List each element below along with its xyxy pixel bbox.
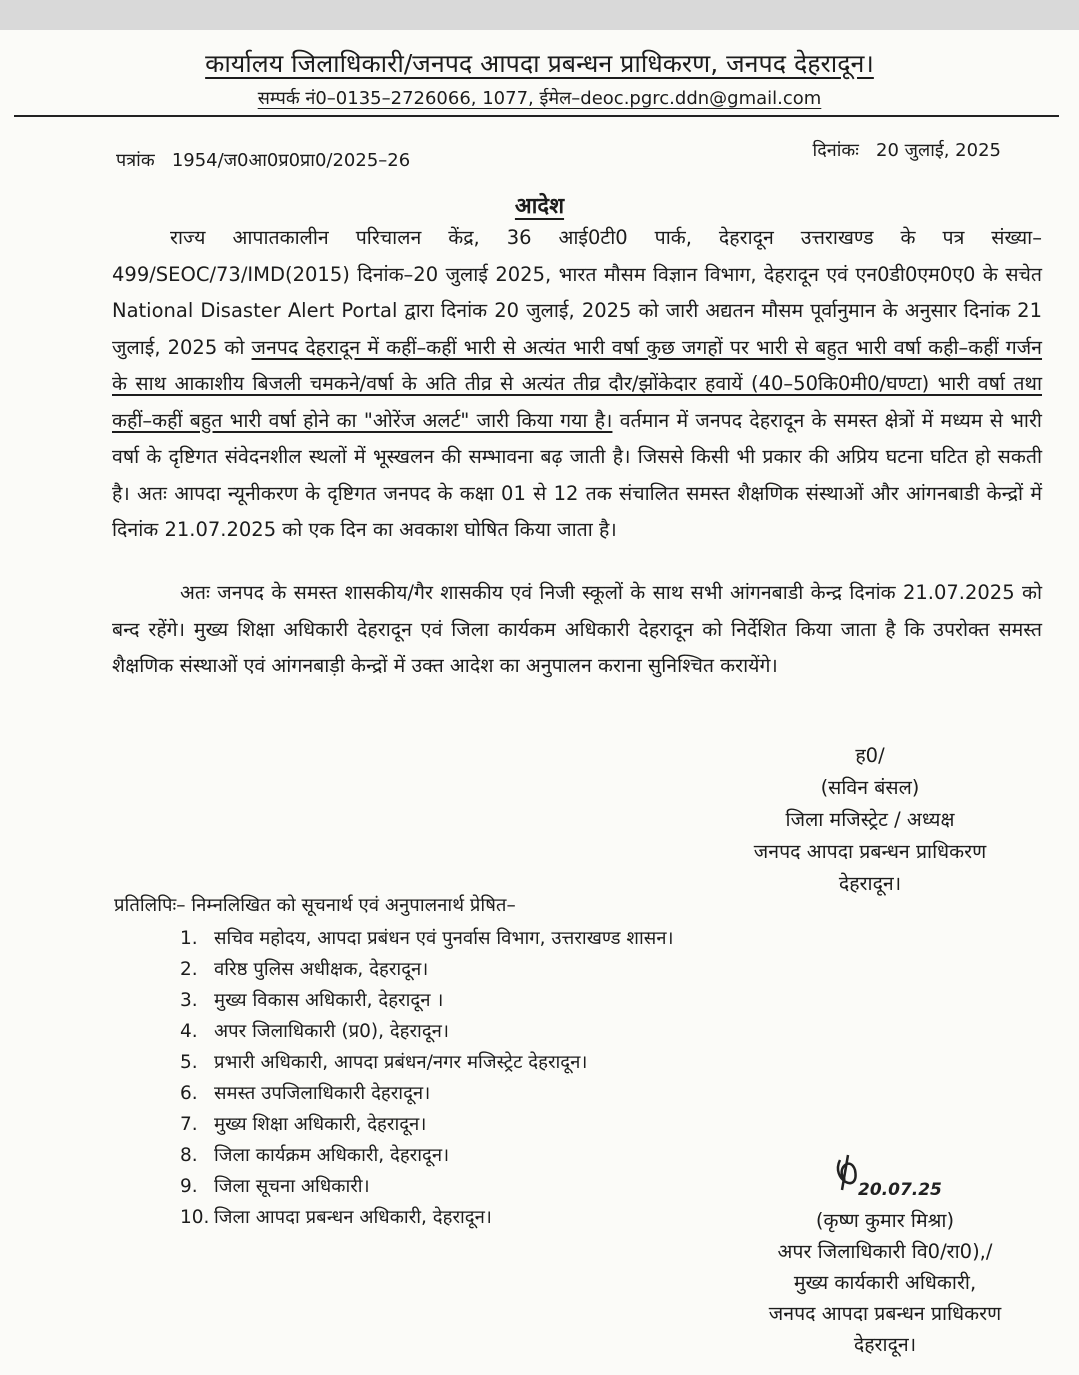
signatory-designation-2: मुख्य कार्यकारी अधिकारी, [793,1271,977,1294]
signatory-designation: अपर जिलाधिकारी वि0/रा0),/ [777,1240,993,1263]
list-item: 4. अपर जिलाधिकारी (प्र0), देहरादून। [180,1021,449,1042]
signatory-place: देहरादून। [853,1333,917,1356]
copy-to-list [180,923,674,1233]
handwritten-date: 20.07.25 [858,1180,942,1200]
list-item: 6. समस्त उपजिलाधिकारी देहरादून। [180,1083,431,1104]
signatory-authority: जनपद आपदा प्रबन्धन प्राधिकरण [753,840,987,863]
copy-to-label: प्रतिलिपिः– निम्नलिखित को सूचनार्थ एवं अनुपालनार्थ प्रेषित– [114,895,516,916]
list-item: 10. जिला आपदा प्रबन्धन अधिकारी, देहरादून। [180,1207,492,1228]
header-divider [14,115,1059,117]
signatory-designation: जिला मजिस्ट्रेट / अध्यक्ष [785,808,955,831]
list-item: 5. प्रभारी अधिकारी, आपदा प्रबंधन/नगर मजिस्ट्रेट देहरादून। [180,1052,588,1073]
date-value: 20 जुलाई, 2025 [876,140,1001,161]
office-title: कार्यालय जिलाधिकारी/जनपद आपदा प्रबन्धन प्राधिकरण, जनपद देहरादून। [205,49,874,78]
signed-mark: ह0/ [855,744,885,767]
document-date [813,138,1001,162]
signatory-place: देहरादून। [838,872,902,895]
paragraph-2: अतः जनपद के समस्त शासकीय/गैर शासकीय एवं निजी स्कूलों के साथ सभी आंगनबाडी केन्द्र दिनांक 21.07.2025 को बन्द रहेंगे। मुख्य शिक्षा अधिकारी देहरादून एवं जिला कार्यकम अधिकारी देहरादून को निर्देशित किया जाता है कि उपरोक्त समस्त शैक्षणिक संस्थाओं एवं आंगनबाड़ी केन्द्रों में उक्त आदेश का अनुपालन कराना सुनिश्चित करायेंगे। [112,581,1042,677]
paragraph-1 [112,220,1042,549]
signatory-name: (कृष्ण कुमार मिश्रा) [815,1209,955,1232]
date-label: दिनांकः [812,140,859,161]
list-item: 3. मुख्य विकास अधिकारी, देहरादून । [180,990,444,1011]
list-item: 8. जिला कार्यक्रम अधिकारी, देहरादून। [180,1145,450,1166]
top-shadow-strip [0,0,1079,30]
list-item: 9. जिला सूचना अधिकारी। [180,1176,370,1197]
paragraph-1-rest: वर्तमान में जनपद देहरादून के समस्त क्षेत्रों में मध्यम से भारी वर्षा के दृष्टिगत संवेदनशील स्थलों में भूस्खलन की सम्भावना बढ़ जाती है। जिससे किसी भी प्रकार की अप्रिय घटना घटित हो सकती है। अतः आपदा न्यूनीकरण के दृष्टिगत जनपद के कक्षा 01 से 12 तक संचालित समस्त शैक्षणिक संस्थाओं और आंगनबाडी केन्द्रों में दिनांक 21.07.2025 को एक दिन का अवकाश घोषित किया जाता है। [112,408,1042,541]
orange-alert-highlight: जनपद देहरादून में कहीं–कहीं भारी से अत्यंत भारी वर्षा कुछ जगहों पर भारी से बहुत भारी वर्षा कही–कहीं गर्जन के साथ आकाशीय बिजली चमकने/वर्षा के अति तीव्र से अत्यंत तीव्र दौर/झोंकेदार हवायें (40–50कि0मी0/घण्टा) भारी वर्षा तथा कहीं–कहीं बहुत भारी वर्षा होने का "ओरेंज अलर्ट" जारी किया गया है। [112,335,1043,432]
paragraph-1-intro: राज्य आपातकालीन परिचालन केंद्र, 36 आई0टी0 पार्क, देहरादून उत्तराखण्ड के पत्र संख्या–499/SEOC/73/IMD(2015) दिनांक–20 जुलाई 2025, भारत मौसम विज्ञान विभाग, देहरादून एवं एन0डी0एम0ए0 के सचेत National Disaster Alert Portal द्वारा दिनांक 20 जुलाई, 2025 को जारी अद्यतन मौसम पूर्वानुमान के अनुसार दिनांक 21 जुलाई, 2025 को [112,226,1042,359]
order-heading: आदेश [514,194,565,219]
list-item: 2. वरिष्ठ पुलिस अधीक्षक, देहरादून। [180,959,429,980]
signature-block-dm [700,740,1040,900]
list-item: 1. सचिव महोदय, आपदा प्रबंधन एवं पुनर्वास विभाग, उत्तराखण्ड शासन। [180,928,674,949]
reference-label: पत्रांक [116,150,155,171]
signatory-authority: जनपद आपदा प्रबन्धन प्राधिकरण [768,1302,1002,1325]
signature-block-adm [720,1205,1050,1360]
signatory-name: (सविन बंसल) [820,776,920,799]
office-contact: सम्पर्क नं0–0135–2726066, 1077, ईमेल–deoc.pgrc.ddn@gmail.com [257,88,822,109]
reference-value: 1954/ज0आ0प्र0प्रा0/2025–26 [171,150,411,171]
handwritten-signature [820,1150,970,1210]
reference-number [116,148,410,172]
order-document [0,30,1079,1375]
list-item: 7. मुख्य शिक्षा अधिकारी, देहरादून। [180,1114,427,1135]
